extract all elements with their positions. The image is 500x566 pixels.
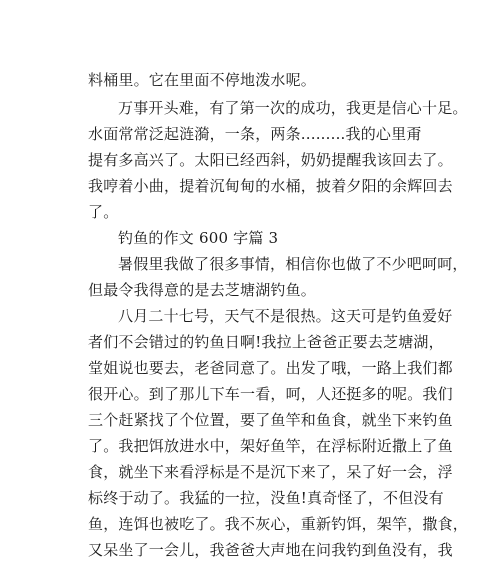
text-line: 食，就坐下来看浮标是不是沉下来了，呆了好一会，浮 bbox=[88, 463, 453, 481]
text-line: 鱼，连饵也被吃了。我不灰心，重新钓饵，架竿，撒食， bbox=[88, 515, 469, 533]
text-line: 八月二十七号，天气不是很热。这天可是钓鱼爱好 bbox=[118, 307, 453, 325]
text-line: 堂姐说也要去，老爸同意了。出发了哦，一路上我们都 bbox=[88, 359, 453, 377]
text-line: 我哼着小曲，提着沉甸甸的水桶，披着夕阳的余辉回去 bbox=[88, 177, 453, 195]
text-line: 但最令我得意的是去芝塘湖钓鱼。 bbox=[88, 281, 317, 299]
text-line: 暑假里我做了很多事情，相信你也做了不少吧呵呵， bbox=[118, 255, 468, 273]
text-line: 水面常常泛起涟漪，一条，两条.........我的心里甭 bbox=[88, 125, 422, 143]
text-line: 又呆坐了一会儿，我爸爸大声地在问我钓到鱼没有，我 bbox=[88, 541, 453, 559]
text-line: 料桶里。它在里面不停地泼水呢。 bbox=[88, 71, 317, 89]
section-heading: 钓鱼的作文 600 字篇 3 bbox=[118, 229, 279, 247]
text-line: 万事开头难，有了第一次的成功，我更是信心十足。 bbox=[118, 99, 468, 117]
text-line: 了。我把饵放进水中，架好鱼竿，在浮标附近撒上了鱼 bbox=[88, 437, 453, 455]
text-line: 了。 bbox=[88, 203, 119, 221]
text-line: 很开心。到了那儿下车一看，呵，人还挺多的呢。我们 bbox=[88, 385, 453, 403]
text-line: 标终于动了。我猛的一拉，没鱼!真奇怪了，不但没有 bbox=[88, 489, 444, 507]
text-line: 三个赶紧找了个位置，要了鱼竿和鱼食，就坐下来钓鱼 bbox=[88, 411, 453, 429]
text-line: 者们不会错过的钓鱼日啊!我拉上爸爸正要去芝塘湖， bbox=[88, 333, 444, 351]
text-line: 提有多高兴了。太阳已经西斜，奶奶提醒我该回去了。 bbox=[88, 151, 453, 169]
